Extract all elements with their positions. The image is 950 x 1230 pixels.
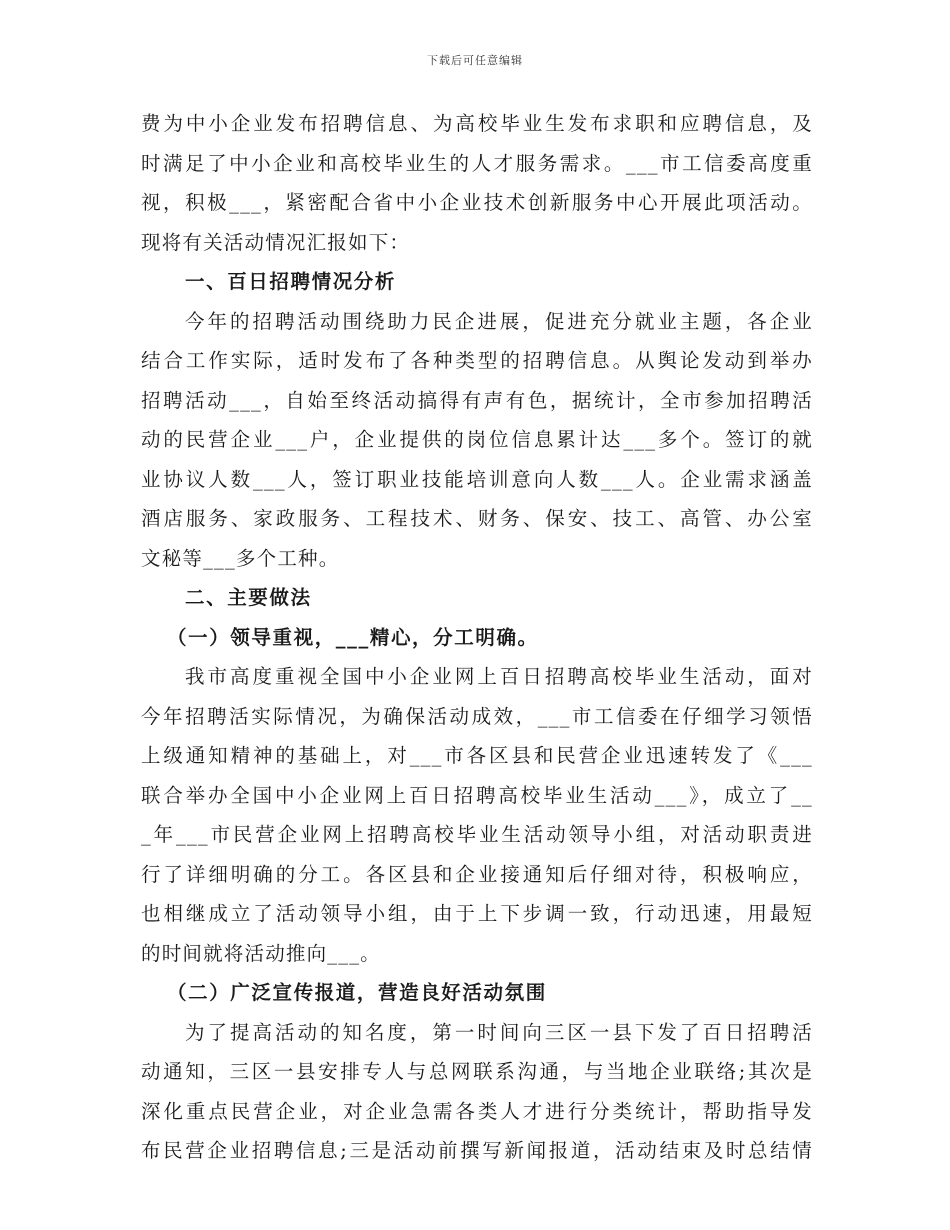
body-line: 也相继成立了活动领导小组，由于上下步调一致，行动迅速，用最短	[141, 902, 813, 925]
body-line: 我市高度重视全国中小企业网上百日招聘高校毕业生活动，面对	[185, 665, 813, 688]
body-line: 布民营企业招聘信息;三是活动前撰写新闻报道，活动结束及时总结情	[141, 1139, 813, 1162]
header-note: 下载后可任意编辑	[427, 54, 523, 67]
body-line: 深化重点民营企业，对企业急需各类人才进行分类统计，帮助指导发	[141, 1099, 813, 1123]
body-line: 的时间就将活动推向___。	[141, 941, 381, 965]
body-line: 动的民营企业___户，企业提供的岗位信息累计达___多个。签订的就	[141, 428, 813, 451]
body-line: 今年招聘活实际情况，为确保活动成效，___市工信委在仔细学习领悟	[141, 704, 813, 728]
body-line: 今年的招聘活动围绕助力民企进展，促进充分就业主题，各企业	[185, 309, 813, 333]
body-line: 视，积极___，紧密配合省中小企业技术创新服务中心开展此项活动。	[141, 191, 813, 214]
body-line: 行了详细明确的分工。各区县和企业接通知后仔细对待，积极响应，	[141, 862, 813, 886]
subsection-heading: （一）领导重视，___精心，分工明确。	[167, 625, 539, 649]
body-line: 为了提高活动的知名度，第一时间向三区一县下发了百日招聘活	[185, 1020, 813, 1044]
body-line: 业协议人数___人，签订职业技能培训意向人数___人。企业需求涵盖	[141, 467, 813, 491]
body-line: 现将有关活动情况汇报如下：	[141, 230, 411, 254]
body-line: 招聘活动___，自始至终活动搞得有声有色，据统计，全市参加招聘活	[141, 388, 813, 412]
body-line: 动通知，三区一县安排专人与总网联系沟通，与当地企业联络;其次是	[141, 1060, 813, 1083]
document-body	[141, 104, 813, 1171]
body-line: 联合举办全国中小企业网上百日招聘高校毕业生活动___》，成立了__	[141, 783, 813, 807]
body-line: 上级通知精神的基础上，对___市各区县和民营企业迅速转发了《___	[141, 744, 813, 767]
body-line: 文秘等___多个工种。	[141, 546, 340, 570]
body-line: 时满足了中小企业和高校毕业生的人才服务需求。___市工信委高度重	[141, 151, 813, 175]
body-line: _年___市民营企业网上招聘高校毕业生活动领导小组，对活动职责进	[141, 823, 813, 846]
body-line: 酒店服务、家政服务、工程技术、财务、保安、技工、高管、办公室	[141, 507, 813, 530]
body-line: 费为中小企业发布招聘信息、为高校毕业生发布求职和应聘信息，及	[141, 112, 813, 135]
subsection-heading: （二）广泛宣传报道，营造良好活动氛围	[167, 981, 547, 1004]
section-heading: 二、主要做法	[185, 586, 312, 609]
body-line: 结合工作实际，适时发布了各种类型的招聘信息。从舆论发动到举办	[141, 349, 813, 372]
section-heading: 一、百日招聘情况分析	[185, 270, 397, 293]
